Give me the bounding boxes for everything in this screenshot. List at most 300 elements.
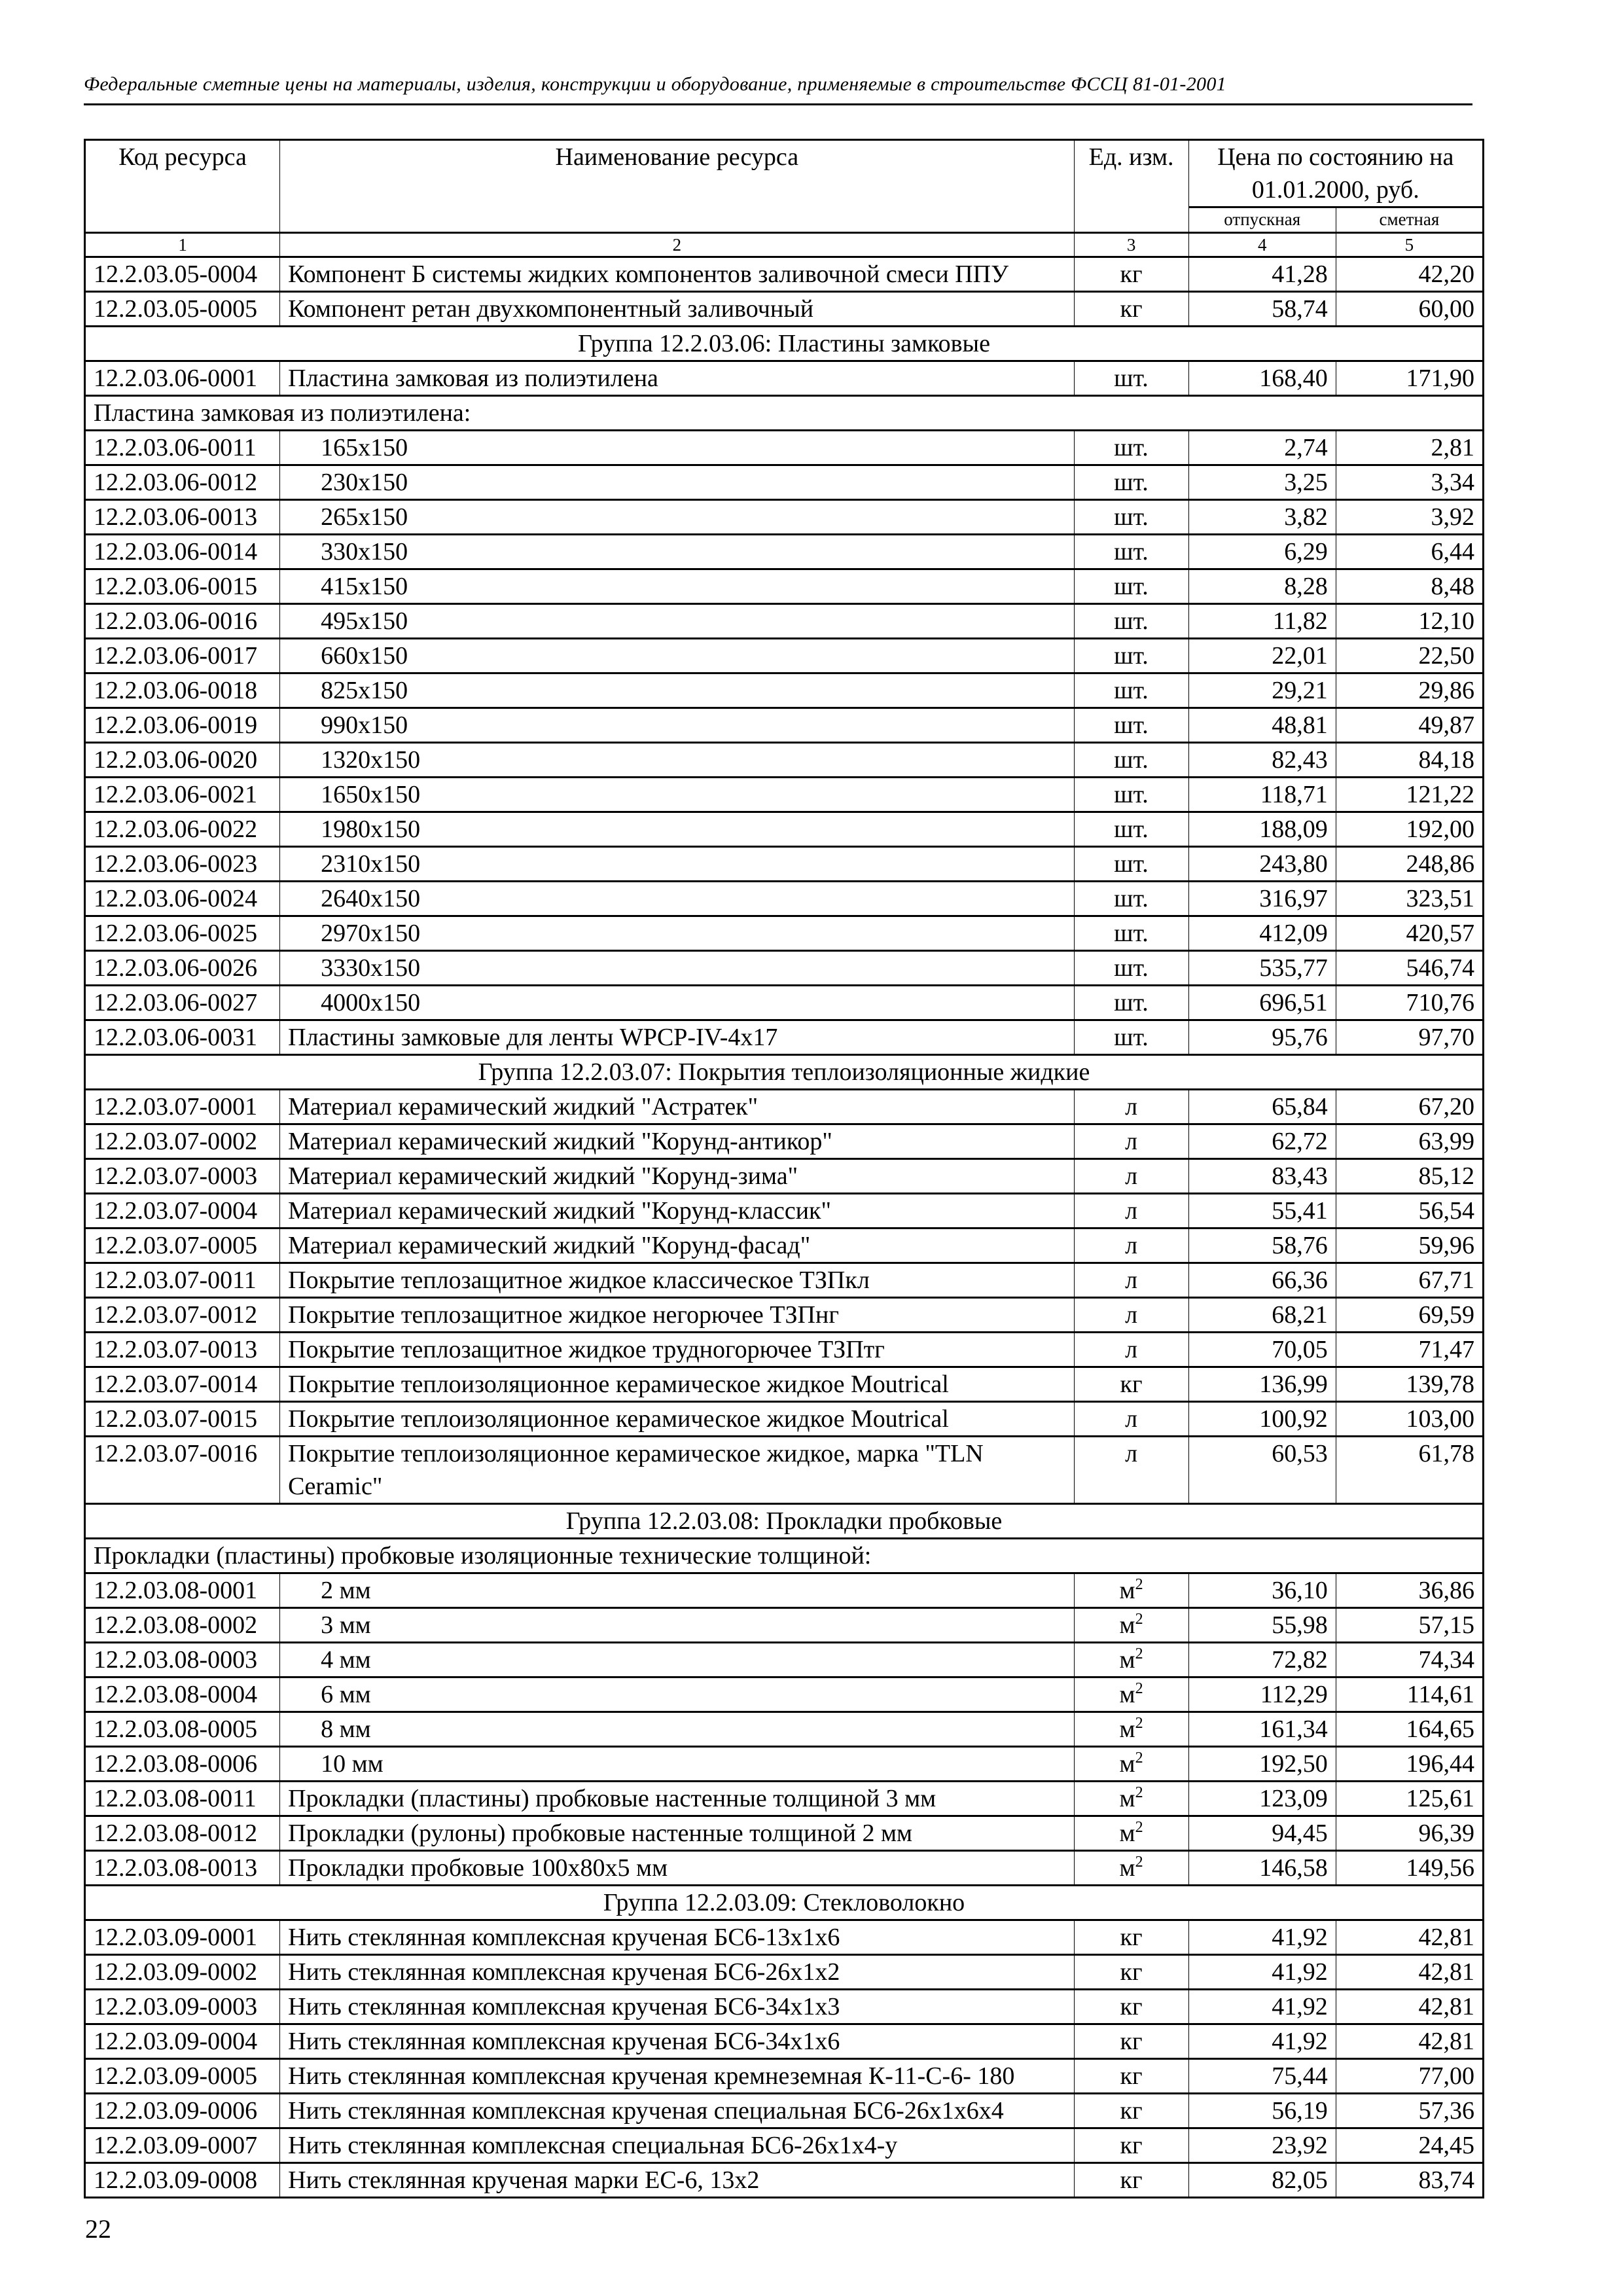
unit-text: шт. [1114, 954, 1149, 982]
resource-code: 12.2.03.07-0004 [85, 1194, 280, 1229]
table-row [85, 1782, 1484, 1816]
release-price: 62,72 [1188, 1124, 1336, 1159]
table-row [85, 1402, 1484, 1437]
resource-name: Покрытие теплоизоляционное керамическое жидкое Moutrical [280, 1367, 1074, 1402]
table-header [85, 140, 1484, 257]
unit-cell [1074, 569, 1188, 604]
resource-code: 12.2.03.07-0002 [85, 1124, 280, 1159]
resource-name: Нить стеклянная комплексная крученая кремнеземная К-11-С-6- 180 [280, 2059, 1074, 2094]
estimate-price: 12,10 [1336, 604, 1483, 639]
estimate-price: 103,00 [1336, 1402, 1483, 1437]
resource-name: 10 мм [280, 1747, 1074, 1782]
table-row [85, 708, 1484, 743]
unit-exponent: 2 [1135, 1611, 1143, 1628]
release-price: 56,19 [1188, 2094, 1336, 2128]
table-row [85, 1229, 1484, 1263]
table-row [85, 1747, 1484, 1782]
resource-name: 265x150 [280, 500, 1074, 535]
resource-name: Покрытие теплоизоляционное керамическое жидкое, марка "TLN Ceramic" [280, 1437, 1074, 1504]
unit-text: шт. [1114, 503, 1149, 531]
resource-name: 1650x150 [280, 778, 1074, 812]
table-row [85, 1367, 1484, 1402]
resource-code: 12.2.03.08-0001 [85, 1573, 280, 1608]
resource-name: Покрытие теплозащитное жидкое негорючее ТЗПнг [280, 1298, 1074, 1333]
unit-text: м [1119, 1820, 1135, 1847]
unit-text: шт. [1114, 781, 1149, 808]
estimate-price: 149,56 [1336, 1851, 1483, 1886]
group-title: Группа 12.2.03.09: Стекловолокно [85, 1886, 1484, 1920]
unit-text: м [1119, 1854, 1135, 1882]
unit-text: шт. [1114, 573, 1149, 600]
resource-code: 12.2.03.06-0020 [85, 743, 280, 778]
estimate-price: 77,00 [1336, 2059, 1483, 2094]
estimate-price: 42,81 [1336, 2024, 1483, 2059]
table-row [85, 292, 1484, 327]
resource-code: 12.2.03.07-0001 [85, 1090, 280, 1124]
unit-cell [1074, 2059, 1188, 2094]
resource-code: 12.2.03.08-0012 [85, 1816, 280, 1851]
release-price: 72,82 [1188, 1643, 1336, 1677]
resource-code: 12.2.03.06-0016 [85, 604, 280, 639]
release-price: 36,10 [1188, 1573, 1336, 1608]
resource-name: Материал керамический жидкий "Корунд-классик" [280, 1194, 1074, 1229]
unit-exponent: 2 [1135, 1749, 1143, 1767]
unit-text: шт. [1114, 850, 1149, 878]
header-code: Код ресурса [85, 140, 280, 233]
resource-name: Прокладки (рулоны) пробковые настенные толщиной 2 мм [280, 1816, 1074, 1851]
unit-text: шт. [1114, 746, 1149, 774]
release-price: 8,28 [1188, 569, 1336, 604]
table-row [85, 1851, 1484, 1886]
release-price: 95,76 [1188, 1020, 1336, 1055]
unit-cell [1074, 1782, 1188, 1816]
release-price: 161,34 [1188, 1712, 1336, 1747]
unit-text: кг [1120, 1924, 1143, 1951]
release-price: 100,92 [1188, 1402, 1336, 1437]
resource-name: 2 мм [280, 1573, 1074, 1608]
unit-cell [1074, 1677, 1188, 1712]
group-heading-row [85, 327, 1484, 361]
release-price: 23,92 [1188, 2128, 1336, 2163]
table-row [85, 1090, 1484, 1124]
release-price: 70,05 [1188, 1333, 1336, 1367]
resource-name: 6 мм [280, 1677, 1074, 1712]
table-row [85, 2024, 1484, 2059]
resource-code: 12.2.03.06-0021 [85, 778, 280, 812]
unit-text: шт. [1114, 816, 1149, 843]
release-price: 696,51 [1188, 986, 1336, 1020]
release-price: 48,81 [1188, 708, 1336, 743]
table-row [85, 1608, 1484, 1643]
release-price: 412,09 [1188, 916, 1336, 951]
release-price: 29,21 [1188, 673, 1336, 708]
table-row [85, 1333, 1484, 1367]
table-row [85, 743, 1484, 778]
estimate-price: 420,57 [1336, 916, 1483, 951]
unit-text: м [1119, 1715, 1135, 1743]
release-price: 112,29 [1188, 1677, 1336, 1712]
resource-code: 12.2.03.08-0011 [85, 1782, 280, 1816]
resource-code: 12.2.03.07-0011 [85, 1263, 280, 1298]
unit-cell [1074, 1608, 1188, 1643]
resource-code: 12.2.03.07-0013 [85, 1333, 280, 1367]
release-price: 58,74 [1188, 292, 1336, 327]
resource-name: 330x150 [280, 535, 1074, 569]
resource-code: 12.2.03.09-0005 [85, 2059, 280, 2094]
resource-name: Нить стеклянная крученая марки ЕС-6, 13x2 [280, 2163, 1074, 2198]
resource-name: 2640x150 [280, 882, 1074, 916]
resource-code: 12.2.03.08-0002 [85, 1608, 280, 1643]
unit-exponent: 2 [1135, 1854, 1143, 1871]
estimate-price: 61,78 [1336, 1437, 1483, 1504]
estimate-price: 22,50 [1336, 639, 1483, 673]
estimate-price: 710,76 [1336, 986, 1483, 1020]
unit-text: м [1119, 1750, 1135, 1778]
unit-text: л [1125, 1232, 1138, 1259]
estimate-price: 42,81 [1336, 1920, 1483, 1955]
estimate-price: 3,92 [1336, 500, 1483, 535]
resource-name: Нить стеклянная комплексная специальная БС6-26x1x4-у [280, 2128, 1074, 2163]
unit-cell [1074, 708, 1188, 743]
unit-text: шт. [1114, 365, 1149, 392]
release-price: 75,44 [1188, 2059, 1336, 2094]
table-row [85, 778, 1484, 812]
release-price: 22,01 [1188, 639, 1336, 673]
unit-text: м [1119, 1681, 1135, 1708]
resource-code: 12.2.03.06-0015 [85, 569, 280, 604]
resource-name: 1320x150 [280, 743, 1074, 778]
resource-code: 12.2.03.06-0001 [85, 361, 280, 396]
unit-text: л [1125, 1440, 1138, 1467]
unit-text: л [1125, 1405, 1138, 1433]
unit-text: кг [1120, 2132, 1143, 2159]
resource-code: 12.2.03.06-0031 [85, 1020, 280, 1055]
resource-code: 12.2.03.08-0006 [85, 1747, 280, 1782]
unit-cell [1074, 1194, 1188, 1229]
release-price: 41,28 [1188, 257, 1336, 292]
resource-name: 2310x150 [280, 847, 1074, 882]
resource-code: 12.2.03.05-0004 [85, 257, 280, 292]
table-row [85, 431, 1484, 465]
resource-name: Нить стеклянная комплексная крученая специальная БС6-26x1x6x4 [280, 2094, 1074, 2128]
table-row [85, 1263, 1484, 1298]
unit-text: кг [1120, 1371, 1143, 1398]
resource-code: 12.2.03.08-0005 [85, 1712, 280, 1747]
resource-code: 12.2.03.09-0007 [85, 2128, 280, 2163]
unit-cell [1074, 465, 1188, 500]
table-row [85, 257, 1484, 292]
estimate-price: 164,65 [1336, 1712, 1483, 1747]
subheading-text: Прокладки (пластины) пробковые изоляционные технические толщиной: [85, 1539, 1484, 1573]
header-name: Наименование ресурса [280, 140, 1074, 233]
resource-code: 12.2.03.06-0012 [85, 465, 280, 500]
unit-cell [1074, 1020, 1188, 1055]
table-row [85, 465, 1484, 500]
table-row [85, 951, 1484, 986]
table-row [85, 1677, 1484, 1712]
unit-text: л [1125, 1266, 1138, 1294]
table-row [85, 986, 1484, 1020]
resource-name: 4 мм [280, 1643, 1074, 1677]
price-table [84, 139, 1484, 2198]
resource-name: Материал керамический жидкий "Корунд-зима" [280, 1159, 1074, 1194]
estimate-price: 69,59 [1336, 1298, 1483, 1333]
unit-text: м [1119, 1611, 1135, 1639]
resource-name: Компонент ретан двухкомпонентный заливочный [280, 292, 1074, 327]
estimate-price: 59,96 [1336, 1229, 1483, 1263]
resource-name: Пластины замковые для ленты WPCP-IV-4x17 [280, 1020, 1074, 1055]
release-price: 3,25 [1188, 465, 1336, 500]
release-price: 41,92 [1188, 1955, 1336, 1990]
resource-code: 12.2.03.06-0011 [85, 431, 280, 465]
unit-cell [1074, 1437, 1188, 1504]
unit-cell [1074, 1124, 1188, 1159]
resource-name: 415x150 [280, 569, 1074, 604]
unit-cell [1074, 1402, 1188, 1437]
table-body [85, 257, 1484, 2198]
unit-cell [1074, 1643, 1188, 1677]
unit-exponent: 2 [1135, 1645, 1143, 1662]
column-number: 3 [1074, 233, 1188, 257]
table-row [85, 1990, 1484, 2024]
unit-cell [1074, 2094, 1188, 2128]
table-row [85, 639, 1484, 673]
unit-exponent: 2 [1135, 1715, 1143, 1732]
unit-text: кг [1120, 2097, 1143, 2125]
unit-text: л [1125, 1301, 1138, 1329]
running-header: Федеральные сметные цены на материалы, изделия, конструкции и оборудование, применяемые в строительстве ФССЦ 81-01-2001 [84, 73, 1226, 95]
unit-cell [1074, 812, 1188, 847]
estimate-price: 57,36 [1336, 2094, 1483, 2128]
table-row [85, 361, 1484, 396]
table-row [85, 1920, 1484, 1955]
resource-code: 12.2.03.09-0008 [85, 2163, 280, 2198]
table-row [85, 1020, 1484, 1055]
unit-text: л [1125, 1128, 1138, 1155]
estimate-price: 6,44 [1336, 535, 1483, 569]
unit-exponent: 2 [1135, 1819, 1143, 1836]
resource-code: 12.2.03.07-0005 [85, 1229, 280, 1263]
unit-cell [1074, 361, 1188, 396]
unit-cell [1074, 639, 1188, 673]
table-row [85, 1194, 1484, 1229]
release-price: 55,98 [1188, 1608, 1336, 1643]
unit-text: л [1125, 1197, 1138, 1225]
table-row [85, 882, 1484, 916]
release-price: 11,82 [1188, 604, 1336, 639]
release-price: 123,09 [1188, 1782, 1336, 1816]
resource-name: 165x150 [280, 431, 1074, 465]
release-price: 535,77 [1188, 951, 1336, 986]
resource-code: 12.2.03.06-0019 [85, 708, 280, 743]
estimate-price: 546,74 [1336, 951, 1483, 986]
unit-text: шт. [1114, 677, 1149, 704]
table-row [85, 916, 1484, 951]
unit-cell [1074, 535, 1188, 569]
resource-code: 12.2.03.06-0018 [85, 673, 280, 708]
estimate-price: 125,61 [1336, 1782, 1483, 1816]
estimate-price: 2,81 [1336, 431, 1483, 465]
resource-name: Покрытие теплозащитное жидкое трудногорючее ТЗПтг [280, 1333, 1074, 1367]
resource-code: 12.2.03.09-0001 [85, 1920, 280, 1955]
unit-cell [1074, 1298, 1188, 1333]
resource-code: 12.2.03.06-0026 [85, 951, 280, 986]
release-price: 68,21 [1188, 1298, 1336, 1333]
estimate-price: 192,00 [1336, 812, 1483, 847]
unit-cell [1074, 1229, 1188, 1263]
header-price-group: Цена по состоянию на 01.01.2000, руб. [1188, 140, 1483, 207]
resource-code: 12.2.03.09-0002 [85, 1955, 280, 1990]
resource-name: Материал керамический жидкий "Корунд-антикор" [280, 1124, 1074, 1159]
unit-text: м [1119, 1646, 1135, 1674]
release-price: 192,50 [1188, 1747, 1336, 1782]
resource-name: Компонент Б системы жидких компонентов заливочной смеси ППУ [280, 257, 1074, 292]
group-heading-row [85, 1886, 1484, 1920]
unit-text: кг [1120, 260, 1143, 288]
estimate-price: 71,47 [1336, 1333, 1483, 1367]
unit-cell [1074, 951, 1188, 986]
group-title: Группа 12.2.03.06: Пластины замковые [85, 327, 1484, 361]
estimate-price: 114,61 [1336, 1677, 1483, 1712]
release-price: 66,36 [1188, 1263, 1336, 1298]
resource-name: 230x150 [280, 465, 1074, 500]
release-price: 188,09 [1188, 812, 1336, 847]
subheading-text: Пластина замковая из полиэтилена: [85, 396, 1484, 431]
table-row [85, 569, 1484, 604]
table-row [85, 1955, 1484, 1990]
unit-text: кг [1120, 2028, 1143, 2055]
unit-exponent: 2 [1135, 1784, 1143, 1801]
resource-name: Материал керамический жидкий "Корунд-фасад" [280, 1229, 1074, 1263]
release-price: 60,53 [1188, 1437, 1336, 1504]
table-row [85, 1643, 1484, 1677]
unit-cell [1074, 2163, 1188, 2198]
resource-code: 12.2.03.07-0012 [85, 1298, 280, 1333]
unit-text: шт. [1114, 711, 1149, 739]
table-row [85, 2128, 1484, 2163]
resource-code: 12.2.03.08-0004 [85, 1677, 280, 1712]
unit-text: кг [1120, 2166, 1143, 2194]
resource-code: 12.2.03.07-0014 [85, 1367, 280, 1402]
resource-name: 495x150 [280, 604, 1074, 639]
estimate-price: 67,20 [1336, 1090, 1483, 1124]
estimate-price: 84,18 [1336, 743, 1483, 778]
resource-name: Покрытие теплозащитное жидкое классическое ТЗПкл [280, 1263, 1074, 1298]
unit-cell [1074, 1990, 1188, 2024]
resource-name: Нить стеклянная комплексная крученая БС6-26x1x2 [280, 1955, 1074, 1990]
resource-name: 8 мм [280, 1712, 1074, 1747]
estimate-price: 49,87 [1336, 708, 1483, 743]
resource-name: 990x150 [280, 708, 1074, 743]
estimate-price: 85,12 [1336, 1159, 1483, 1194]
estimate-price: 67,71 [1336, 1263, 1483, 1298]
unit-cell [1074, 743, 1188, 778]
release-price: 136,99 [1188, 1367, 1336, 1402]
estimate-price: 56,54 [1336, 1194, 1483, 1229]
release-price: 146,58 [1188, 1851, 1336, 1886]
unit-exponent: 2 [1135, 1680, 1143, 1697]
table-row [85, 1298, 1484, 1333]
table-row [85, 535, 1484, 569]
table-row [85, 1816, 1484, 1851]
unit-text: л [1125, 1162, 1138, 1190]
estimate-price: 171,90 [1336, 361, 1483, 396]
resource-name: Материал керамический жидкий "Астратек" [280, 1090, 1074, 1124]
unit-cell [1074, 1090, 1188, 1124]
estimate-price: 42,81 [1336, 1990, 1483, 2024]
table-row [85, 604, 1484, 639]
resource-code: 12.2.03.07-0015 [85, 1402, 280, 1437]
estimate-price: 24,45 [1336, 2128, 1483, 2163]
group-heading-row [85, 1504, 1484, 1539]
group-title: Группа 12.2.03.07: Покрытия теплоизоляционные жидкие [85, 1055, 1484, 1090]
estimate-price: 248,86 [1336, 847, 1483, 882]
release-price: 316,97 [1188, 882, 1336, 916]
unit-cell [1074, 257, 1188, 292]
resource-code: 12.2.03.06-0023 [85, 847, 280, 882]
unit-text: кг [1120, 1993, 1143, 2020]
unit-text: шт. [1114, 434, 1149, 461]
estimate-price: 83,74 [1336, 2163, 1483, 2198]
column-number: 2 [280, 233, 1074, 257]
unit-text: шт. [1114, 920, 1149, 947]
resource-code: 12.2.03.06-0025 [85, 916, 280, 951]
unit-cell [1074, 292, 1188, 327]
group-heading-row [85, 1055, 1484, 1090]
page-number: 22 [85, 2214, 111, 2244]
release-price: 94,45 [1188, 1816, 1336, 1851]
column-number: 1 [85, 233, 280, 257]
unit-text: шт. [1114, 538, 1149, 565]
unit-cell [1074, 1367, 1188, 1402]
resource-code: 12.2.03.05-0005 [85, 292, 280, 327]
column-number: 4 [1188, 233, 1336, 257]
estimate-price: 74,34 [1336, 1643, 1483, 1677]
resource-name: Покрытие теплоизоляционное керамическое жидкое Moutrical [280, 1402, 1074, 1437]
resource-code: 12.2.03.09-0006 [85, 2094, 280, 2128]
estimate-price: 3,34 [1336, 465, 1483, 500]
estimate-price: 323,51 [1336, 882, 1483, 916]
estimate-price: 121,22 [1336, 778, 1483, 812]
resource-name: Нить стеклянная комплексная крученая БС6-34x1x6 [280, 2024, 1074, 2059]
subheading-row [85, 396, 1484, 431]
unit-cell [1074, 1816, 1188, 1851]
unit-cell [1074, 1263, 1188, 1298]
unit-cell [1074, 2128, 1188, 2163]
unit-text: кг [1120, 2062, 1143, 2090]
resource-code: 12.2.03.06-0027 [85, 986, 280, 1020]
resource-name: Прокладки (пластины) пробковые настенные толщиной 3 мм [280, 1782, 1074, 1816]
estimate-price: 196,44 [1336, 1747, 1483, 1782]
estimate-price: 29,86 [1336, 673, 1483, 708]
estimate-price: 96,39 [1336, 1816, 1483, 1851]
table-row [85, 1124, 1484, 1159]
header-estimate-price: сметная [1336, 207, 1483, 233]
unit-cell [1074, 1712, 1188, 1747]
unit-cell [1074, 882, 1188, 916]
unit-text: кг [1120, 1958, 1143, 1986]
table-row [85, 1573, 1484, 1608]
estimate-price: 60,00 [1336, 292, 1483, 327]
unit-text: м [1119, 1577, 1135, 1604]
header-release-price: отпускная [1188, 207, 1336, 233]
unit-text: кг [1120, 295, 1143, 323]
resource-code: 12.2.03.06-0017 [85, 639, 280, 673]
unit-cell [1074, 986, 1188, 1020]
unit-text: шт. [1114, 469, 1149, 496]
release-price: 82,05 [1188, 2163, 1336, 2198]
subheading-row [85, 1539, 1484, 1573]
